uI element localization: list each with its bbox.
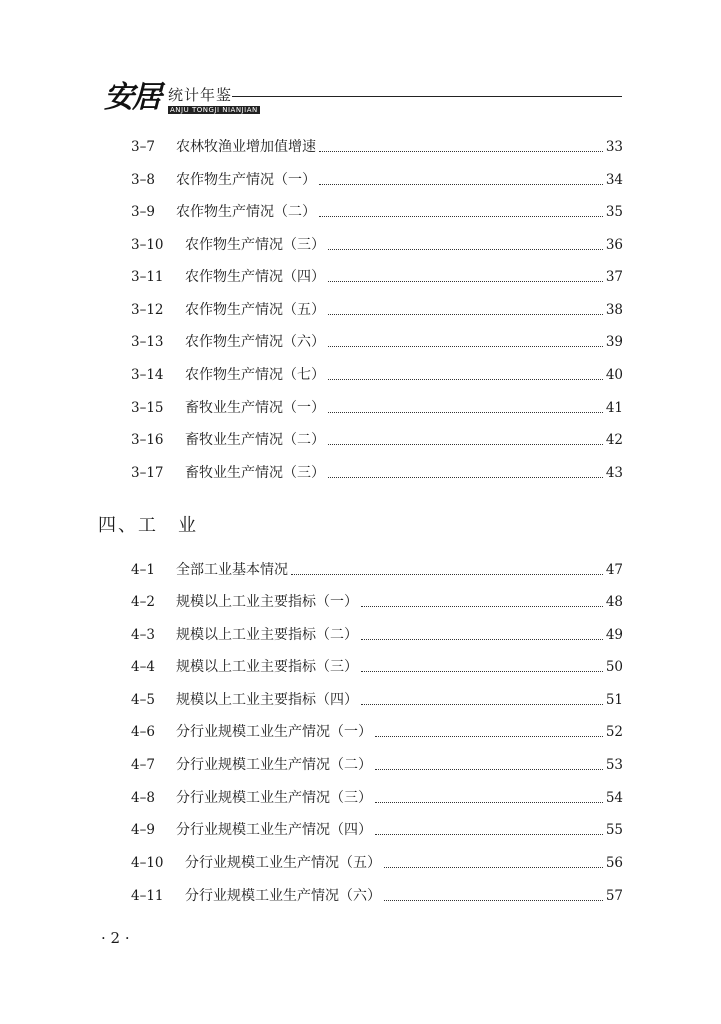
dot-leader bbox=[328, 443, 603, 445]
toc-entry-number: 3–14 bbox=[131, 367, 164, 383]
dot-leader bbox=[328, 378, 603, 380]
toc-entry[interactable] bbox=[131, 168, 623, 192]
toc-entry-number: 4–5 bbox=[131, 692, 155, 708]
dot-leader bbox=[375, 801, 603, 803]
toc-entry-page: 49 bbox=[605, 627, 623, 643]
toc-entry-title: 规模以上工业主要指标（四） bbox=[176, 692, 358, 708]
dot-leader bbox=[375, 833, 603, 835]
toc-entry[interactable] bbox=[131, 363, 623, 387]
toc-entry-page: 41 bbox=[605, 400, 623, 416]
toc-entry-title: 农作物生产情况（七） bbox=[185, 367, 325, 383]
toc-entry[interactable] bbox=[131, 720, 623, 744]
dot-leader bbox=[384, 899, 603, 901]
toc-entry-title: 农作物生产情况（二） bbox=[176, 204, 316, 220]
toc-entry-number: 3–10 bbox=[131, 237, 164, 253]
toc-entry-title: 全部工业基本情况 bbox=[176, 562, 288, 578]
dot-leader bbox=[361, 605, 603, 607]
toc-entry-title: 农作物生产情况（四） bbox=[185, 269, 325, 285]
toc-entry[interactable] bbox=[131, 330, 623, 354]
toc-entry-page: 36 bbox=[605, 237, 623, 253]
yearbook-logo: 安居 bbox=[104, 80, 160, 115]
dot-leader bbox=[361, 670, 603, 672]
dot-leader bbox=[328, 476, 603, 478]
dot-leader bbox=[328, 248, 603, 250]
toc-entry-page: 40 bbox=[605, 367, 623, 383]
toc-entry-page: 38 bbox=[605, 302, 623, 318]
toc-entry[interactable] bbox=[131, 623, 623, 647]
toc-entry[interactable] bbox=[131, 688, 623, 712]
toc-entry-number: 4–2 bbox=[131, 594, 155, 610]
toc-entry[interactable] bbox=[131, 818, 623, 842]
toc-entry-title: 规模以上工业主要指标（二） bbox=[176, 627, 358, 643]
toc-entry-page: 37 bbox=[605, 269, 623, 285]
dot-leader bbox=[328, 313, 603, 315]
toc-entry-title: 农林牧渔业增加值增速 bbox=[176, 139, 316, 155]
toc-entry-number: 4–6 bbox=[131, 724, 155, 740]
toc-entry[interactable] bbox=[131, 655, 623, 679]
toc-entry-number: 4–3 bbox=[131, 627, 155, 643]
dot-leader bbox=[361, 638, 603, 640]
toc-entry-page: 57 bbox=[605, 888, 623, 904]
toc-entry-number: 4–9 bbox=[131, 822, 155, 838]
page-number: · 2 · bbox=[101, 929, 130, 947]
toc-entry-number: 3–9 bbox=[131, 204, 155, 220]
dot-leader bbox=[319, 215, 603, 217]
yearbook-title: 统计年鉴 bbox=[168, 86, 233, 104]
toc-entry-title: 畜牧业生产情况（一） bbox=[185, 400, 325, 416]
dot-leader bbox=[328, 345, 603, 347]
toc-entry[interactable] bbox=[131, 298, 623, 322]
toc-entry-page: 43 bbox=[605, 465, 623, 481]
toc-entry[interactable] bbox=[131, 558, 623, 582]
toc-entry[interactable] bbox=[131, 200, 623, 224]
toc-entry-title: 规模以上工业主要指标（一） bbox=[176, 594, 358, 610]
toc-entry-page: 33 bbox=[605, 139, 623, 155]
toc-entry-page: 54 bbox=[605, 790, 623, 806]
toc-entry-title: 规模以上工业主要指标（三） bbox=[176, 659, 358, 675]
toc-entry-number: 3–11 bbox=[131, 269, 164, 285]
toc-entry-number: 4–8 bbox=[131, 790, 155, 806]
toc-entry[interactable] bbox=[131, 884, 623, 908]
toc-entry-page: 48 bbox=[605, 594, 623, 610]
toc-entry-page: 47 bbox=[605, 562, 623, 578]
toc-entry-title: 农作物生产情况（三） bbox=[185, 237, 325, 253]
toc-entry-title: 畜牧业生产情况（二） bbox=[185, 432, 325, 448]
toc-entry-page: 56 bbox=[605, 855, 623, 871]
dot-leader bbox=[384, 866, 603, 868]
toc-entry[interactable] bbox=[131, 396, 623, 420]
toc-entry-page: 39 bbox=[605, 334, 623, 350]
toc-entry-title: 分行业规模工业生产情况（一） bbox=[176, 724, 372, 740]
toc-entry[interactable] bbox=[131, 233, 623, 257]
toc-entry-number: 4–1 bbox=[131, 562, 155, 578]
header-rule bbox=[232, 96, 622, 97]
dot-leader bbox=[361, 703, 603, 705]
toc-entry-title: 农作物生产情况（五） bbox=[185, 302, 325, 318]
toc-entry-page: 53 bbox=[605, 757, 623, 773]
dot-leader bbox=[375, 768, 603, 770]
toc-entry-title: 农作物生产情况（六） bbox=[185, 334, 325, 350]
running-header bbox=[102, 78, 622, 118]
toc-entry-number: 3–7 bbox=[131, 139, 155, 155]
dot-leader bbox=[319, 150, 603, 152]
dot-leader bbox=[291, 573, 603, 575]
toc-entry-number: 3–8 bbox=[131, 172, 155, 188]
section-heading: 四、工 业 bbox=[98, 515, 198, 536]
toc-entry-number: 4–10 bbox=[131, 855, 164, 871]
toc-entry-page: 55 bbox=[605, 822, 623, 838]
dot-leader bbox=[375, 735, 603, 737]
toc-entry-page: 52 bbox=[605, 724, 623, 740]
toc-entry-number: 3–13 bbox=[131, 334, 164, 350]
toc-entry-title: 农作物生产情况（一） bbox=[176, 172, 316, 188]
toc-entry-page: 35 bbox=[605, 204, 623, 220]
toc-entry-number: 3–12 bbox=[131, 302, 164, 318]
toc-entry-number: 4–11 bbox=[131, 888, 164, 904]
yearbook-pinyin: ANJU TONGJI NIANJIAN bbox=[170, 106, 258, 114]
toc-entry-number: 4–4 bbox=[131, 659, 155, 675]
toc-entry[interactable] bbox=[131, 786, 623, 810]
toc-entry-title: 分行业规模工业生产情况（四） bbox=[176, 822, 372, 838]
dot-leader bbox=[328, 280, 603, 282]
toc-entry[interactable] bbox=[131, 590, 623, 614]
dot-leader bbox=[319, 183, 603, 185]
toc-entry-title: 畜牧业生产情况（三） bbox=[185, 465, 325, 481]
toc-entry-title: 分行业规模工业生产情况（六） bbox=[185, 888, 381, 904]
toc-entry[interactable] bbox=[131, 428, 623, 452]
toc-entry-number: 4–7 bbox=[131, 757, 155, 773]
toc-entry-title: 分行业规模工业生产情况（三） bbox=[176, 790, 372, 806]
toc-entry-number: 3–17 bbox=[131, 465, 164, 481]
toc-entry-title: 分行业规模工业生产情况（五） bbox=[185, 855, 381, 871]
toc-entry[interactable] bbox=[131, 135, 623, 159]
toc-entry-page: 51 bbox=[605, 692, 623, 708]
toc-entry-page: 50 bbox=[605, 659, 623, 675]
toc-entry-title: 分行业规模工业生产情况（二） bbox=[176, 757, 372, 773]
toc-entry[interactable] bbox=[131, 265, 623, 289]
dot-leader bbox=[328, 411, 603, 413]
toc-entry[interactable] bbox=[131, 851, 623, 875]
toc-entry-page: 34 bbox=[605, 172, 623, 188]
toc-entry-number: 3–16 bbox=[131, 432, 164, 448]
toc-entry[interactable] bbox=[131, 753, 623, 777]
toc-entry-page: 42 bbox=[605, 432, 623, 448]
toc-entry-number: 3–15 bbox=[131, 400, 164, 416]
toc-entry[interactable] bbox=[131, 461, 623, 485]
